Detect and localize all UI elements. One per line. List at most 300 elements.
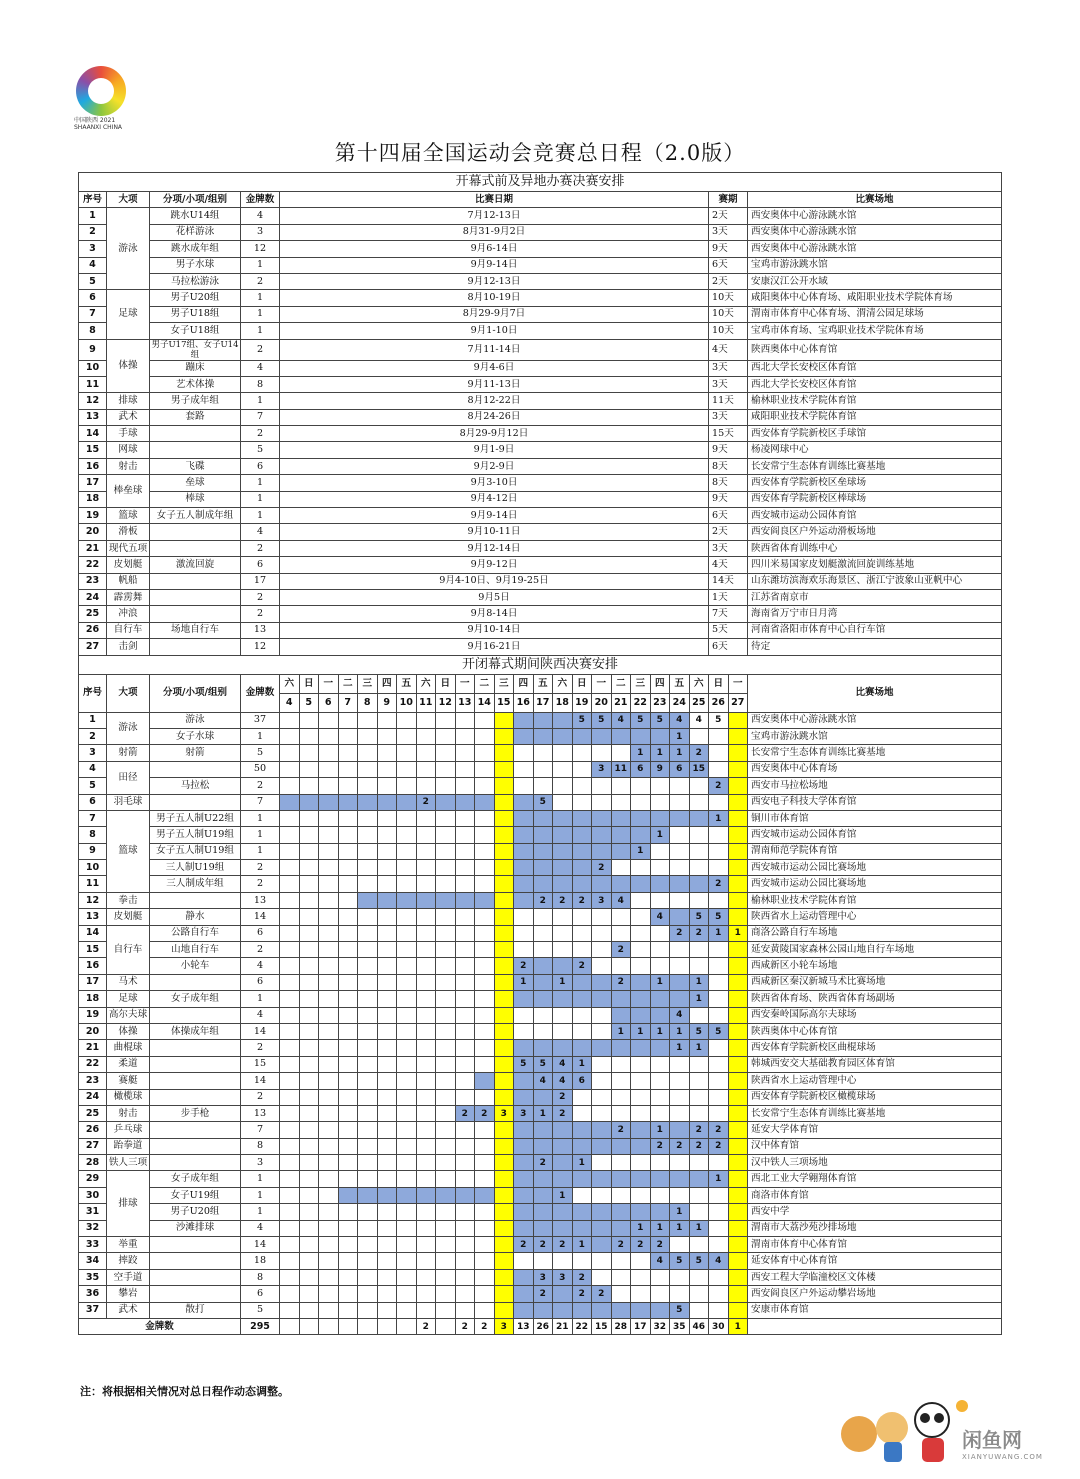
daily-total: 2	[455, 1319, 475, 1335]
section2-row	[79, 1073, 1002, 1089]
section2-row	[79, 827, 1002, 843]
medal-count: 7	[241, 409, 280, 425]
day-cell	[728, 778, 748, 794]
row-number: 2	[79, 728, 107, 744]
event-name: 艺术体操	[150, 376, 241, 392]
day-cell	[494, 843, 514, 859]
sport-name: 举重	[107, 1237, 150, 1253]
day-cell	[494, 1187, 514, 1203]
day-cell	[514, 745, 534, 761]
day-cell	[416, 909, 436, 925]
day-cell	[377, 1138, 397, 1154]
day-label: 13	[455, 693, 475, 712]
day-cell	[299, 761, 319, 777]
day-cell	[455, 1253, 475, 1269]
sport-name: 棒垒球	[107, 475, 150, 508]
event-name	[150, 639, 241, 655]
day-cell	[650, 794, 670, 810]
section1-row	[79, 442, 1002, 458]
medal-count: 1	[241, 991, 280, 1007]
event-name: 男子U20组	[150, 290, 241, 306]
day-cell	[709, 728, 729, 744]
day-cell	[338, 942, 358, 958]
row-number: 29	[79, 1171, 107, 1187]
day-cell	[728, 1204, 748, 1220]
day-cell	[416, 876, 436, 892]
venue: 宝鸡市体育场、宝鸡职业技术学院体育场	[748, 323, 1002, 339]
event-name: 马拉松游泳	[150, 273, 241, 289]
day-cell	[611, 1187, 631, 1203]
final-gold-count: 1	[670, 1023, 690, 1039]
day-cell	[611, 860, 631, 876]
day-cell	[514, 1286, 534, 1302]
sport-name: 击剑	[107, 639, 150, 655]
day-cell	[592, 1056, 612, 1072]
day-cell	[299, 1237, 319, 1253]
duration: 3天	[709, 360, 748, 376]
day-cell	[319, 778, 339, 794]
day-cell	[475, 1138, 495, 1154]
day-cell	[650, 1155, 670, 1171]
day-cell	[416, 1089, 436, 1105]
day-cell	[358, 1089, 378, 1105]
day-cell	[572, 1204, 592, 1220]
day-cell	[494, 1237, 514, 1253]
day-cell	[280, 1237, 300, 1253]
daily-total: 2	[475, 1319, 495, 1335]
event-name	[150, 761, 241, 777]
day-cell	[280, 1171, 300, 1187]
day-cell	[709, 1286, 729, 1302]
day-cell	[631, 1187, 651, 1203]
day-cell	[416, 1056, 436, 1072]
match-dates: 8月10-19日	[280, 290, 709, 306]
sport-name: 赛艇	[107, 1073, 150, 1089]
day-cell	[455, 1056, 475, 1072]
event-name	[150, 589, 241, 605]
header-event: 分项/小项/组别	[150, 674, 241, 712]
day-cell	[338, 1073, 358, 1089]
day-cell	[455, 728, 475, 744]
day-cell	[689, 1007, 709, 1023]
day-cell	[611, 925, 631, 941]
day-cell	[280, 942, 300, 958]
duration: 4天	[709, 339, 748, 360]
section2-row	[79, 728, 1002, 744]
day-cell	[416, 1187, 436, 1203]
final-gold-count: 1	[631, 1023, 651, 1039]
day-cell	[689, 1155, 709, 1171]
day-cell	[514, 860, 534, 876]
duration: 14天	[709, 573, 748, 589]
day-cell	[416, 1155, 436, 1171]
day-cell	[280, 1122, 300, 1138]
daily-total: 15	[592, 1319, 612, 1335]
day-cell	[436, 974, 456, 990]
final-gold-count: 1	[611, 1023, 631, 1039]
duration: 3天	[709, 409, 748, 425]
venue: 西安体育学院新校区橄榄球场	[748, 1089, 1002, 1105]
day-label: 19	[572, 693, 592, 712]
section2-row	[79, 876, 1002, 892]
day-cell	[611, 958, 631, 974]
day-cell	[611, 827, 631, 843]
duration: 3天	[709, 540, 748, 556]
day-cell	[436, 794, 456, 810]
header-duration: 赛期	[709, 192, 748, 208]
final-gold-count: 1	[572, 1237, 592, 1253]
day-cell	[397, 712, 417, 728]
final-gold-count: 3	[514, 1105, 534, 1121]
day-cell	[436, 1056, 456, 1072]
final-gold-count: 2	[533, 1286, 553, 1302]
day-cell	[377, 1286, 397, 1302]
day-cell	[299, 1187, 319, 1203]
day-label: 7	[338, 693, 358, 712]
day-cell	[572, 1023, 592, 1039]
schedule-table	[78, 172, 1002, 1335]
medal-count: 12	[241, 639, 280, 655]
final-gold-count: 1	[631, 843, 651, 859]
day-cell	[299, 1204, 319, 1220]
day-cell	[572, 794, 592, 810]
day-cell	[475, 1253, 495, 1269]
day-cell	[397, 1269, 417, 1285]
day-cell	[319, 1204, 339, 1220]
medal-count: 37	[241, 712, 280, 728]
weekday-label: 五	[533, 674, 553, 693]
day-cell	[533, 1171, 553, 1187]
day-cell	[611, 1204, 631, 1220]
final-gold-count: 4	[670, 1007, 690, 1023]
day-cell	[631, 1253, 651, 1269]
final-gold-count: 4	[553, 1056, 573, 1072]
medal-count: 1	[241, 810, 280, 826]
day-cell	[670, 909, 690, 925]
day-cell	[397, 1138, 417, 1154]
medal-count: 7	[241, 794, 280, 810]
section1-row	[79, 323, 1002, 339]
day-cell	[728, 728, 748, 744]
day-cell	[728, 843, 748, 859]
day-cell	[670, 1056, 690, 1072]
day-cell	[514, 892, 534, 908]
sport-name: 体操	[107, 339, 150, 393]
day-cell	[514, 778, 534, 794]
venue: 长安常宁生态体育训练比赛基地	[748, 745, 1002, 761]
day-cell	[572, 1007, 592, 1023]
day-cell	[475, 1073, 495, 1089]
day-cell	[397, 827, 417, 843]
final-gold-count: 2	[709, 876, 729, 892]
day-cell	[670, 778, 690, 794]
row-number: 33	[79, 1237, 107, 1253]
day-cell	[319, 1023, 339, 1039]
day-cell	[455, 909, 475, 925]
day-cell	[280, 892, 300, 908]
sport-name: 自行车	[107, 925, 150, 974]
day-cell	[553, 1204, 573, 1220]
day-cell	[572, 1089, 592, 1105]
day-cell	[572, 942, 592, 958]
day-cell	[514, 1269, 534, 1285]
day-cell	[728, 1073, 748, 1089]
day-cell	[319, 827, 339, 843]
day-cell	[514, 1220, 534, 1236]
row-number: 8	[79, 827, 107, 843]
day-cell	[319, 1237, 339, 1253]
day-cell	[689, 1302, 709, 1318]
sport-name: 手球	[107, 426, 150, 442]
day-cell	[280, 1138, 300, 1154]
venue: 西北大学长安校区体育馆	[748, 376, 1002, 392]
day-cell	[494, 1171, 514, 1187]
section2-weekday-row	[79, 674, 1002, 693]
day-cell	[475, 1122, 495, 1138]
final-gold-count: 5	[533, 794, 553, 810]
day-cell	[338, 925, 358, 941]
day-cell	[397, 1155, 417, 1171]
event-name	[150, 524, 241, 540]
event-name: 男子U17组、女子U14组	[150, 339, 241, 360]
event-name	[150, 1155, 241, 1171]
day-cell	[416, 1204, 436, 1220]
medal-count: 2	[241, 942, 280, 958]
sport-name: 冲浪	[107, 606, 150, 622]
day-cell	[338, 712, 358, 728]
total-row	[79, 1319, 1002, 1335]
final-gold-count: 4	[611, 712, 631, 728]
day-cell	[416, 1138, 436, 1154]
event-name	[150, 1007, 241, 1023]
day-cell	[709, 1105, 729, 1121]
section2-row	[79, 1105, 1002, 1121]
day-cell	[299, 712, 319, 728]
day-cell	[299, 1105, 319, 1121]
section1-title-row	[79, 173, 1002, 192]
section2-row	[79, 1220, 1002, 1236]
day-cell	[475, 1237, 495, 1253]
sport-name: 射击	[107, 1105, 150, 1121]
venue: 宝鸡市游泳跳水馆	[748, 728, 1002, 744]
weekday-label: 二	[475, 674, 495, 693]
final-gold-count: 2	[611, 1237, 631, 1253]
row-number: 16	[79, 958, 107, 974]
row-number: 24	[79, 1089, 107, 1105]
medal-count: 1	[241, 475, 280, 491]
day-cell	[455, 1171, 475, 1187]
day-cell	[319, 942, 339, 958]
sport-name: 武术	[107, 1302, 150, 1318]
venue: 西安体育学院新校区曲棍球场	[748, 1040, 1002, 1056]
row-number: 28	[79, 1155, 107, 1171]
day-cell	[475, 925, 495, 941]
section1-row	[79, 257, 1002, 273]
day-cell	[494, 1302, 514, 1318]
venue: 山东潍坊滨海欢乐海景区、浙江宁波象山亚帆中心	[748, 573, 1002, 589]
day-cell	[670, 1286, 690, 1302]
day-cell	[592, 974, 612, 990]
day-cell	[455, 1089, 475, 1105]
sport-name: 排球	[107, 1171, 150, 1237]
day-cell	[494, 1040, 514, 1056]
day-cell	[397, 909, 417, 925]
day-cell	[611, 843, 631, 859]
day-cell	[475, 1040, 495, 1056]
final-gold-count: 2	[689, 925, 709, 941]
day-cell	[319, 1269, 339, 1285]
day-cell	[436, 810, 456, 826]
medal-count: 5	[241, 442, 280, 458]
day-cell	[611, 745, 631, 761]
venue: 铜川市体育馆	[748, 810, 1002, 826]
day-cell	[280, 1269, 300, 1285]
final-gold-count: 5	[709, 909, 729, 925]
day-cell	[280, 876, 300, 892]
day-cell	[397, 1253, 417, 1269]
section2-row	[79, 1138, 1002, 1154]
day-cell	[689, 1105, 709, 1121]
day-cell	[533, 860, 553, 876]
day-cell	[514, 827, 534, 843]
day-cell	[592, 1204, 612, 1220]
event-name: 垒球	[150, 475, 241, 491]
day-cell	[611, 810, 631, 826]
day-cell	[416, 810, 436, 826]
match-dates: 8月29-9月12日	[280, 426, 709, 442]
day-cell	[280, 1023, 300, 1039]
day-cell	[280, 1040, 300, 1056]
duration: 9天	[709, 491, 748, 507]
day-cell	[728, 745, 748, 761]
venue: 延安体育中心体育馆	[748, 1253, 1002, 1269]
day-cell	[572, 761, 592, 777]
final-gold-count: 4	[650, 909, 670, 925]
day-cell	[631, 1302, 651, 1318]
day-cell	[455, 1007, 475, 1023]
medal-count: 1	[241, 508, 280, 524]
day-cell	[299, 942, 319, 958]
day-cell	[455, 1269, 475, 1285]
day-cell	[358, 958, 378, 974]
day-cell	[377, 892, 397, 908]
day-cell	[280, 1204, 300, 1220]
venue: 西安奥体中心游泳跳水馆	[748, 224, 1002, 240]
day-cell	[475, 1023, 495, 1039]
day-cell	[709, 843, 729, 859]
day-cell	[572, 876, 592, 892]
day-cell	[436, 1187, 456, 1203]
duration: 4天	[709, 557, 748, 573]
day-cell	[611, 1253, 631, 1269]
daily-total	[358, 1319, 378, 1335]
day-cell	[592, 1023, 612, 1039]
header-sport: 大项	[107, 674, 150, 712]
weekday-label: 日	[436, 674, 456, 693]
venue: 韩城西安交大基础教育园区体育馆	[748, 1056, 1002, 1072]
sport-name: 射箭	[107, 745, 150, 761]
day-cell	[377, 745, 397, 761]
day-cell	[436, 1007, 456, 1023]
day-cell	[299, 745, 319, 761]
day-cell	[475, 728, 495, 744]
section2-title-row	[79, 655, 1002, 674]
day-cell	[728, 1253, 748, 1269]
day-cell	[572, 1105, 592, 1121]
day-cell	[338, 860, 358, 876]
day-label: 8	[358, 693, 378, 712]
day-cell	[553, 1023, 573, 1039]
day-cell	[299, 909, 319, 925]
day-cell	[358, 1073, 378, 1089]
day-cell	[397, 974, 417, 990]
daily-total: 17	[631, 1319, 651, 1335]
day-cell	[280, 1089, 300, 1105]
row-number: 6	[79, 794, 107, 810]
day-cell	[436, 1220, 456, 1236]
day-cell	[319, 1302, 339, 1318]
day-cell	[592, 1253, 612, 1269]
day-cell	[709, 1302, 729, 1318]
medal-count: 13	[241, 1105, 280, 1121]
final-gold-count: 1	[553, 974, 573, 990]
day-cell	[319, 1056, 339, 1072]
match-dates: 9月8-14日	[280, 606, 709, 622]
day-cell	[319, 1122, 339, 1138]
medal-count: 6	[241, 974, 280, 990]
venue: 延安黄陵国家森林公园山地自行车场地	[748, 942, 1002, 958]
final-gold-count: 5	[689, 909, 709, 925]
weekday-label: 五	[670, 674, 690, 693]
day-cell	[611, 794, 631, 810]
match-dates: 9月12-14日	[280, 540, 709, 556]
day-cell	[455, 794, 475, 810]
final-gold-count: 5	[514, 1056, 534, 1072]
venue: 西安体育学院新校区手球馆	[748, 426, 1002, 442]
day-cell	[319, 958, 339, 974]
day-cell	[416, 925, 436, 941]
header-no: 序号	[79, 674, 107, 712]
duration: 15天	[709, 426, 748, 442]
day-cell	[416, 860, 436, 876]
medal-count: 12	[241, 241, 280, 257]
day-cell	[689, 728, 709, 744]
event-name: 女子成年组	[150, 1171, 241, 1187]
day-cell	[377, 876, 397, 892]
day-cell	[650, 1105, 670, 1121]
final-gold-count: 1	[709, 925, 729, 941]
day-cell	[358, 1122, 378, 1138]
final-gold-count: 2	[689, 1138, 709, 1154]
day-cell	[631, 1138, 651, 1154]
day-cell	[416, 942, 436, 958]
duration: 2天	[709, 208, 748, 224]
day-cell	[436, 942, 456, 958]
day-cell	[397, 1171, 417, 1187]
medal-count: 8	[241, 1138, 280, 1154]
day-cell	[358, 827, 378, 843]
day-cell	[377, 827, 397, 843]
day-cell	[299, 728, 319, 744]
day-cell	[592, 1269, 612, 1285]
day-cell	[592, 1138, 612, 1154]
weekday-label: 五	[397, 674, 417, 693]
section1-header-row	[79, 192, 1002, 208]
sport-name: 武术	[107, 409, 150, 425]
medal-count: 1	[241, 491, 280, 507]
day-cell	[728, 1171, 748, 1187]
day-cell	[416, 843, 436, 859]
